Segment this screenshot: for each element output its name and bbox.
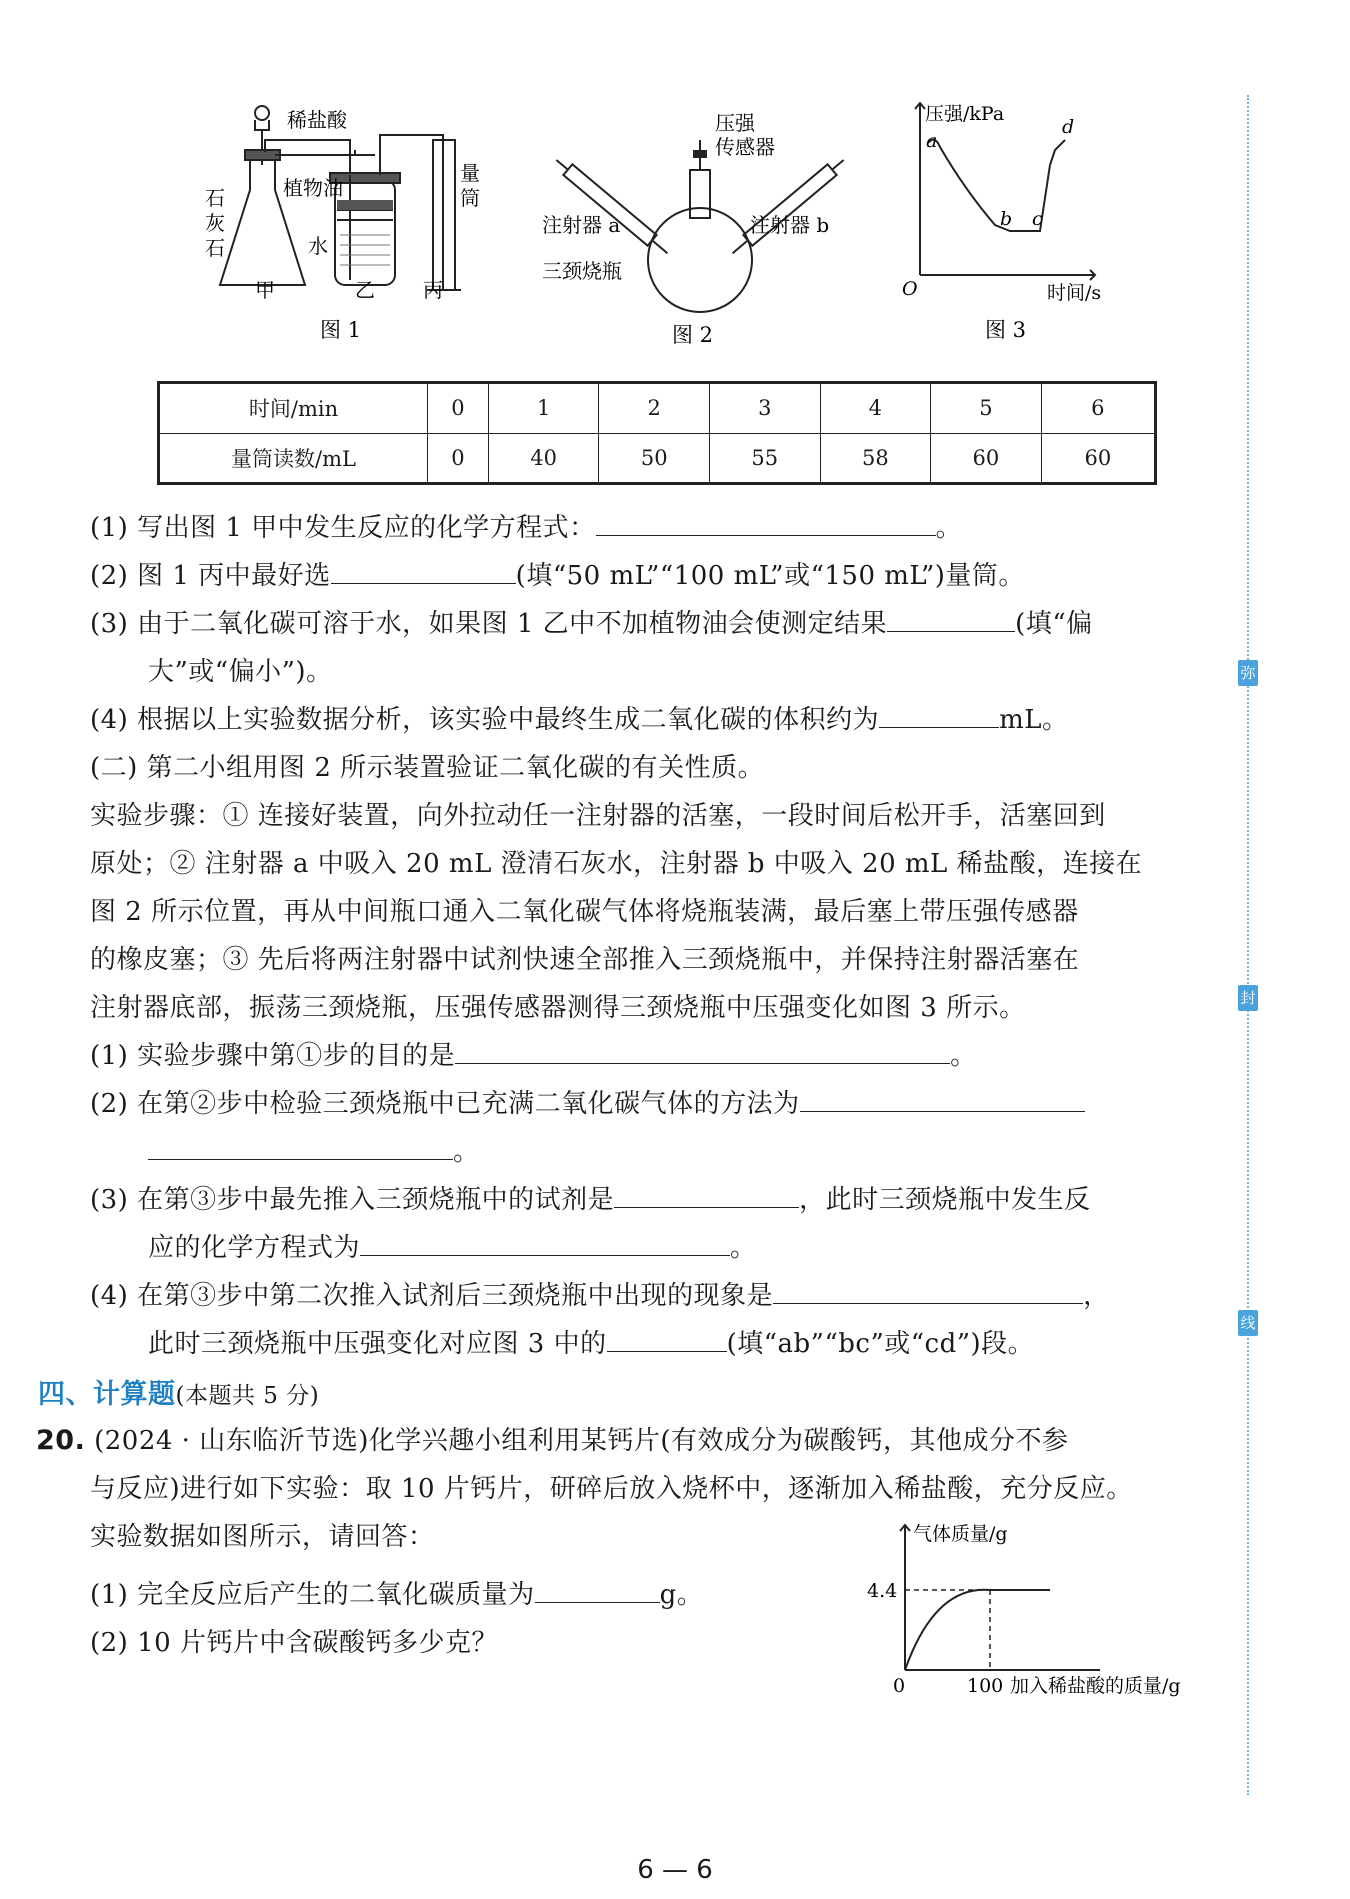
r3b-blank[interactable] <box>360 1233 730 1256</box>
label-cylinder-2: 筒 <box>460 186 480 210</box>
q3-text: (3) 由于二氧化碳可溶于水，如果图 1 乙中不加植物油会使测定结果 <box>90 609 888 639</box>
q20-graph <box>855 1515 1235 1700</box>
q20-xtick: 100 <box>967 1675 1004 1697</box>
q20-sub1-text: (1) 完全反应后产生的二氧化碳质量为 <box>90 1580 535 1610</box>
label-limestone-1: 石 <box>205 186 225 210</box>
r2b-end: 。 <box>453 1137 480 1167</box>
label-cylinder-1: 量 <box>460 161 480 185</box>
table-cell: 50 <box>599 433 710 484</box>
q4-text: (4) 根据以上实验数据分析，该实验中最终生成二氧化碳的体积约为 <box>90 705 880 735</box>
steps-line-5: 注射器底部，振荡三颈烧瓶，压强传感器测得三颈烧瓶中压强变化如图 3 所示。 <box>90 993 1026 1023</box>
side-tag-1: 弥 <box>1238 660 1258 686</box>
r2b-blank[interactable] <box>148 1137 453 1160</box>
q20-text-1: (2024 · 山东临沂节选)化学兴趣小组利用某钙片(有效成分为碳酸钙，其他成分不参 <box>94 1426 1069 1456</box>
q3b-line: 大”或“偏小”)。 <box>148 657 333 687</box>
r4b-end: (填“ab”“bc”或“cd”)段。 <box>726 1329 1035 1359</box>
r2-text: (2) 在第②步中检验三颈烧瓶中已充满二氧化碳气体的方法为 <box>90 1089 800 1119</box>
steps-line-2: 原处；② 注射器 a 中吸入 20 mL 澄清石灰水，注射器 b 中吸入 20 mL 稀盐酸，连接在 <box>90 849 1143 879</box>
label-sensor-2: 传感器 <box>715 135 775 159</box>
table-cell: 60 <box>1041 433 1155 484</box>
label-syringe-b: 注射器 b <box>750 213 830 237</box>
r4b-text: 此时三颈烧瓶中压强变化对应图 3 中的 <box>148 1329 607 1359</box>
q2-end: (填“50 mL”“100 mL”或“150 mL”)量筒。 <box>515 561 1025 591</box>
table-cell: 1 <box>488 383 599 434</box>
q3-end: (填“偏 <box>1015 609 1093 639</box>
steps-line-1: 实验步骤：① 连接好装置，向外拉动任一注射器的活塞，一段时间后松开手，活塞回到 <box>90 801 1106 831</box>
r4-text: (4) 在第③步中第二次推入试剂后三颈烧瓶中出现的现象是 <box>90 1281 774 1311</box>
table-cell: 3 <box>710 383 821 434</box>
q4-blank[interactable] <box>879 705 999 728</box>
q20-sub2: (2) 10 片钙片中含碳酸钙多少克？ <box>90 1628 498 1658</box>
r4-blank[interactable] <box>773 1281 1083 1304</box>
q20-line-1 <box>36 1420 1069 1457</box>
label-oil: 植物油 <box>283 176 343 200</box>
label-syringe-a: 注射器 a <box>542 213 621 237</box>
q2-text: (2) 图 1 丙中最好选 <box>90 561 331 591</box>
steps-line-3: 图 2 所示位置，再从中间瓶口通入二氧化碳气体将烧瓶装满，最后塞上带压强传感器 <box>90 897 1079 927</box>
figure-1-caption: 图 1 <box>320 318 362 342</box>
label-sensor-1: 压强 <box>715 111 755 135</box>
fig3-ylabel: 压强/kPa <box>925 103 1005 125</box>
label-limestone-2: 灰 <box>205 211 225 235</box>
q3-line <box>90 603 1093 640</box>
fig3-origin: O <box>902 278 918 300</box>
table-cell: 2 <box>599 383 710 434</box>
label-flask: 三颈烧瓶 <box>542 259 622 283</box>
label-water: 水 <box>308 234 328 258</box>
table-cell: 4 <box>820 383 931 434</box>
label-limestone-3: 石 <box>205 236 225 260</box>
table-cell: 5 <box>931 383 1042 434</box>
label-jia: 甲 <box>255 278 275 302</box>
q3-blank[interactable] <box>887 609 1015 632</box>
section-4-title: 四、计算题 <box>38 1379 176 1410</box>
label-hcl: 稀盐酸 <box>287 108 347 132</box>
table-cell: 0 <box>428 383 489 434</box>
r1-blank[interactable] <box>455 1041 950 1064</box>
r3-blank[interactable] <box>614 1185 799 1208</box>
r1-text: (1) 实验步骤中第①步的目的是 <box>90 1041 456 1071</box>
q20-line-3: 实验数据如图所示，请回答： <box>90 1522 435 1552</box>
r3-text: (3) 在第③步中最先推入三颈烧瓶中的试剂是 <box>90 1185 615 1215</box>
r4b-blank[interactable] <box>607 1329 727 1352</box>
label-yi: 乙 <box>355 278 375 302</box>
fig3-point-a: a <box>926 130 938 152</box>
r3b-text: 应的化学方程式为 <box>148 1233 361 1263</box>
q1-blank[interactable] <box>596 513 936 536</box>
q20-line-2: 与反应)进行如下实验：取 10 片钙片，研碎后放入烧杯中，逐渐加入稀盐酸，充分反应。 <box>90 1474 1133 1504</box>
binding-line <box>1247 95 1249 1795</box>
q20-sub1 <box>90 1574 703 1611</box>
r2b-line <box>148 1131 480 1168</box>
table-cell: 量筒读数/mL <box>159 433 428 484</box>
r4-end: ， <box>1083 1281 1110 1311</box>
q1-line <box>90 507 962 544</box>
fig3-point-d: d <box>1062 116 1075 138</box>
r3-mid: ，此时三颈烧瓶中发生反 <box>799 1185 1091 1215</box>
r3b-end: 。 <box>730 1233 757 1263</box>
r3-line <box>90 1179 1091 1216</box>
r1-line <box>90 1035 977 1072</box>
label-bing: 丙 <box>423 278 443 302</box>
table-cell: 60 <box>931 433 1042 484</box>
q20-sub1-end: g。 <box>659 1580 704 1610</box>
q20-ytick: 4.4 <box>867 1580 898 1602</box>
r3b-line <box>148 1227 757 1264</box>
q1-text: (1) 写出图 1 甲中发生反应的化学方程式： <box>90 513 596 543</box>
q20-ylabel: 气体质量/g <box>913 1523 1008 1545</box>
r2-line <box>90 1083 1085 1120</box>
r2-blank[interactable] <box>800 1089 1085 1112</box>
table-cell: 6 <box>1041 383 1155 434</box>
q1-end: 。 <box>935 513 963 543</box>
q4-end: mL。 <box>999 705 1069 735</box>
part2-intro: (二) 第二小组用图 2 所示装置验证二氧化碳的有关性质。 <box>90 753 765 783</box>
table-cell: 58 <box>820 433 931 484</box>
side-tag-2: 封 <box>1238 985 1258 1011</box>
q2-blank[interactable] <box>331 561 516 584</box>
r1-end: 。 <box>950 1041 977 1071</box>
fig3-point-c: c <box>1032 208 1043 230</box>
table-cell: 时间/min <box>159 383 428 434</box>
q20-sub1-blank[interactable] <box>535 1580 660 1603</box>
section-4-note: (本题共 5 分) <box>175 1383 320 1409</box>
q2-line <box>90 555 1025 592</box>
r4-line <box>90 1275 1110 1312</box>
q20-origin: 0 <box>893 1675 906 1697</box>
table-cell: 40 <box>488 433 599 484</box>
q4-line <box>90 699 1069 736</box>
fig3-xlabel: 时间/s <box>1047 282 1102 304</box>
section-4-heading <box>38 1372 319 1411</box>
figure-2-caption: 图 2 <box>672 323 714 347</box>
figure-3-caption: 图 3 <box>985 318 1027 342</box>
side-tag-3: 线 <box>1238 1310 1258 1336</box>
q20-xlabel: 加入稀盐酸的质量/g <box>1010 1675 1181 1697</box>
q20-graph-svg <box>855 1515 1235 1700</box>
page-number: 6 — 6 <box>637 1855 713 1885</box>
table-cell: 55 <box>710 433 821 484</box>
steps-line-4: 的橡皮塞；③ 先后将两注射器中试剂快速全部推入三颈烧瓶中，并保持注射器活塞在 <box>90 945 1080 975</box>
table-cell: 0 <box>428 433 489 484</box>
r4b-line <box>148 1323 1034 1360</box>
fig3-point-b: b <box>1000 208 1013 230</box>
q20-number: 20. <box>36 1425 86 1456</box>
